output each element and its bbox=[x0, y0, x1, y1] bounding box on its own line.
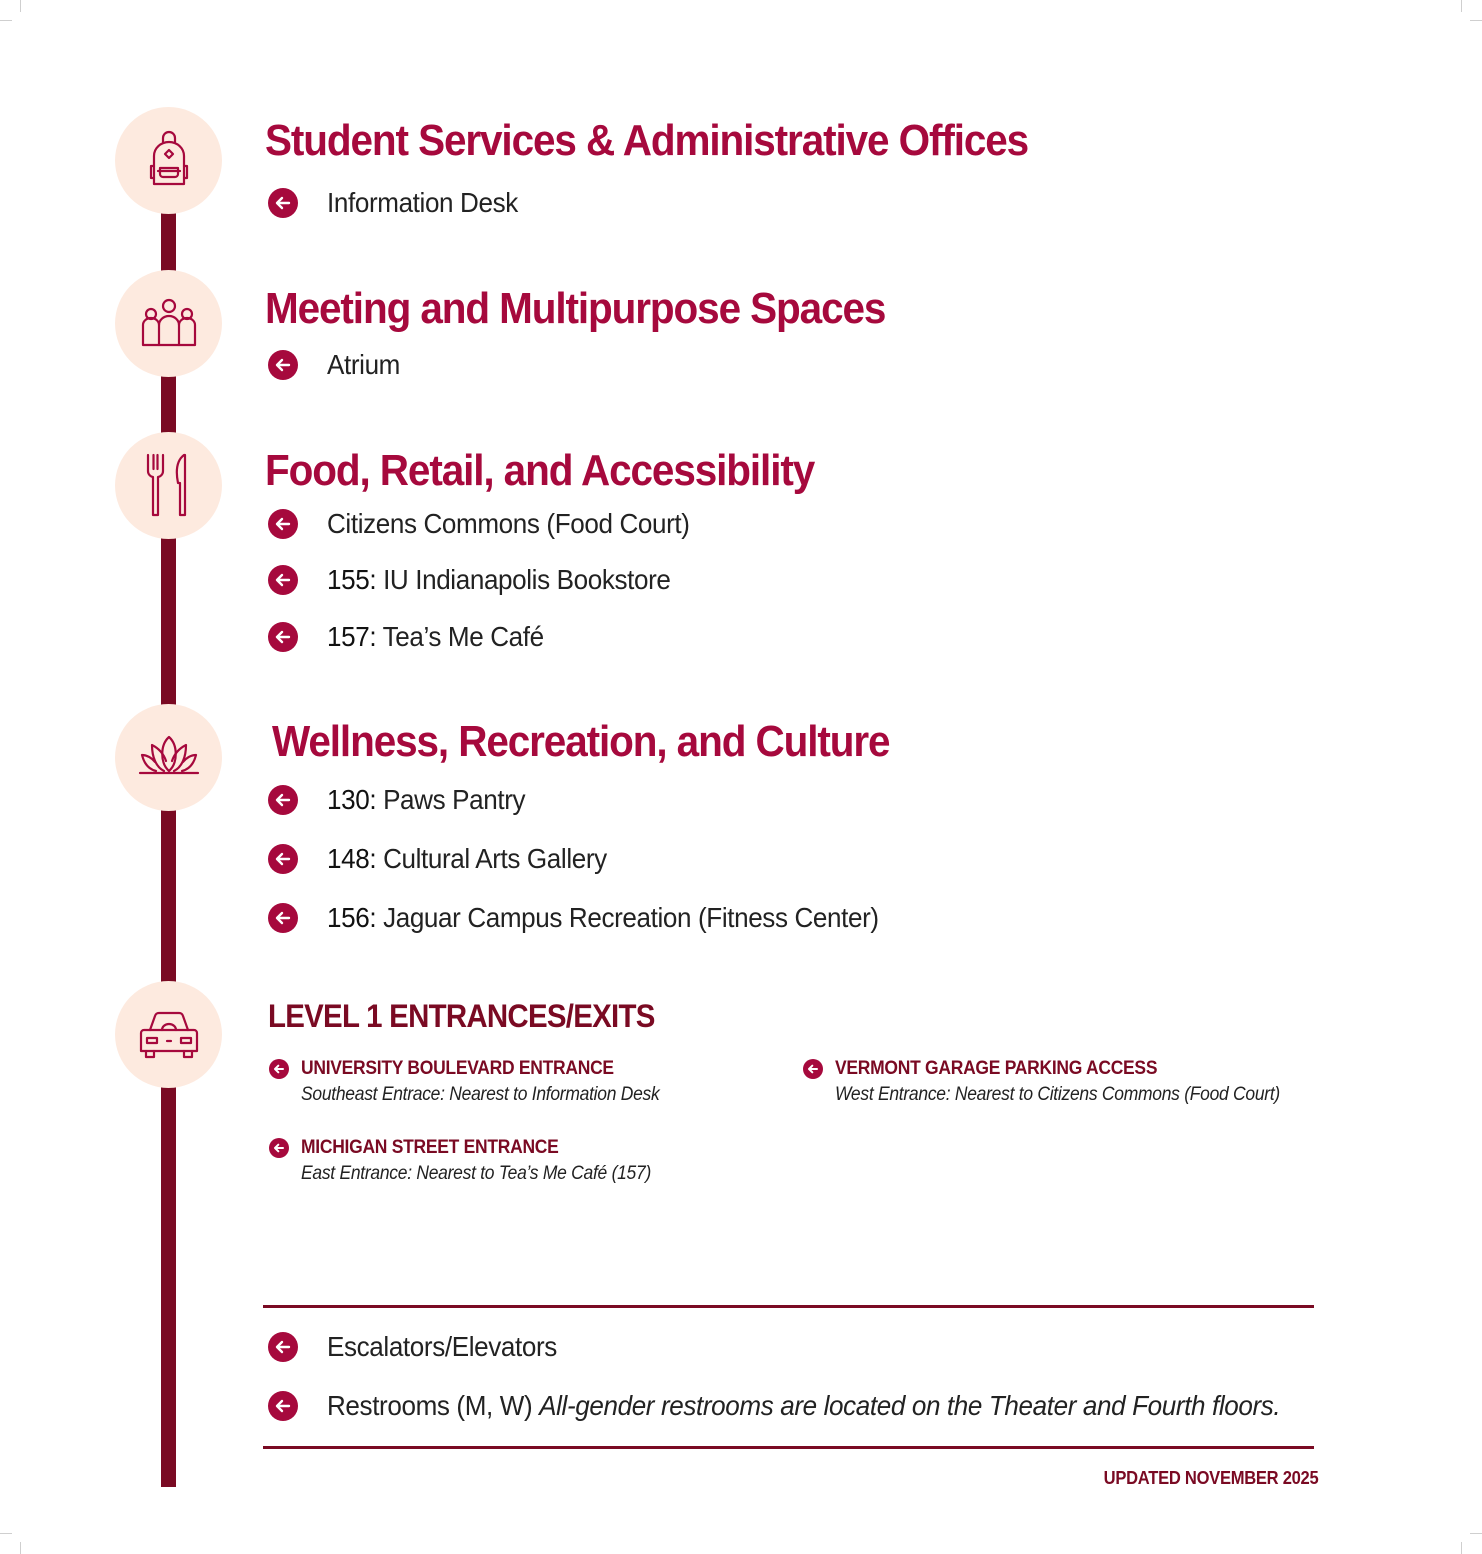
list-item bbox=[268, 902, 920, 934]
backpack-icon bbox=[115, 107, 222, 214]
crop-mark bbox=[1461, 0, 1462, 12]
item-name: IU Indianapolis Bookstore bbox=[376, 564, 671, 595]
entrance-item bbox=[269, 1058, 691, 1106]
item-number: 157: bbox=[327, 621, 377, 652]
item-label bbox=[327, 508, 690, 540]
item-name: Cultural Arts Gallery bbox=[376, 843, 607, 874]
arrow-left-icon bbox=[268, 509, 298, 539]
divider bbox=[263, 1446, 1314, 1449]
amenity-label bbox=[327, 1331, 557, 1363]
crop-mark bbox=[0, 1533, 12, 1534]
amenity-name: Escalators/Elevators bbox=[327, 1331, 557, 1362]
section-title-food-retail: Food, Retail, and Accessibility bbox=[265, 446, 815, 495]
entrance-item bbox=[803, 1058, 1319, 1106]
list-item bbox=[268, 187, 532, 219]
arrow-left-icon bbox=[268, 785, 298, 815]
arrow-left-icon bbox=[269, 1138, 289, 1158]
car-icon bbox=[115, 981, 222, 1088]
list-item bbox=[268, 564, 696, 596]
item-label bbox=[327, 902, 879, 934]
amenity-name: Restrooms (M, W) bbox=[327, 1390, 540, 1421]
item-label bbox=[327, 621, 544, 653]
arrow-left-icon bbox=[268, 622, 298, 652]
item-label bbox=[327, 784, 525, 816]
crop-mark bbox=[1470, 1533, 1482, 1534]
amenity-item bbox=[268, 1390, 1352, 1422]
arrow-left-icon bbox=[268, 1332, 298, 1362]
section-title-meeting-spaces: Meeting and Multipurpose Spaces bbox=[265, 284, 886, 333]
fork-knife-icon bbox=[115, 432, 222, 539]
item-label bbox=[327, 349, 400, 381]
list-item bbox=[268, 621, 560, 653]
arrow-left-icon bbox=[268, 565, 298, 595]
crop-mark bbox=[1461, 1542, 1462, 1554]
entrance-name: UNIVERSITY BOULEVARD ENTRANCE bbox=[301, 1058, 614, 1079]
arrow-left-icon bbox=[268, 1391, 298, 1421]
arrow-left-icon bbox=[268, 188, 298, 218]
item-number: 130: bbox=[327, 784, 377, 815]
entrance-name: VERMONT GARAGE PARKING ACCESS bbox=[835, 1058, 1158, 1079]
list-item bbox=[268, 784, 540, 816]
item-name: Paws Pantry bbox=[376, 784, 526, 815]
crop-mark bbox=[20, 0, 21, 12]
item-number: 155: bbox=[327, 564, 377, 595]
people-icon bbox=[115, 270, 222, 377]
crop-mark bbox=[20, 1542, 21, 1554]
list-item bbox=[268, 508, 717, 540]
arrow-left-icon bbox=[268, 350, 298, 380]
item-label bbox=[327, 564, 671, 596]
item-name: Atrium bbox=[327, 349, 401, 380]
item-label bbox=[327, 843, 607, 875]
entrance-description: East Entrance: Nearest to Tea’s Me Café (157) bbox=[301, 1163, 652, 1184]
arrow-left-icon bbox=[803, 1059, 823, 1079]
crop-mark bbox=[1470, 20, 1482, 21]
list-item bbox=[268, 349, 406, 381]
entrances-title: LEVEL 1 ENTRANCES/EXITS bbox=[268, 998, 655, 1034]
section-title-wellness: Wellness, Recreation, and Culture bbox=[272, 717, 890, 766]
updated-date: UPDATED NOVEMBER 2025 bbox=[1103, 1468, 1318, 1488]
crop-mark bbox=[0, 20, 12, 21]
section-title-student-services: Student Services & Administrative Offices bbox=[265, 116, 1029, 165]
item-name: Jaguar Campus Recreation (Fitness Center) bbox=[376, 902, 879, 933]
amenity-label bbox=[327, 1390, 1280, 1422]
amenity-note: All-gender restrooms are located on the Theater and Fourth floors. bbox=[539, 1390, 1281, 1421]
lotus-icon bbox=[115, 704, 222, 811]
item-number: 148: bbox=[327, 843, 377, 874]
arrow-left-icon bbox=[268, 844, 298, 874]
item-name: Tea’s Me Café bbox=[376, 621, 544, 652]
item-name: Information Desk bbox=[327, 187, 518, 218]
entrance-name: MICHIGAN STREET ENTRANCE bbox=[301, 1137, 559, 1158]
item-number: 156: bbox=[327, 902, 377, 933]
entrance-description: Southeast Entrace: Nearest to Information Desk bbox=[301, 1084, 660, 1105]
list-item bbox=[268, 843, 628, 875]
item-label bbox=[327, 187, 518, 219]
arrow-left-icon bbox=[269, 1059, 289, 1079]
amenity-item bbox=[268, 1331, 574, 1363]
divider bbox=[263, 1305, 1314, 1308]
arrow-left-icon bbox=[268, 903, 298, 933]
item-name: Citizens Commons (Food Court) bbox=[327, 508, 690, 539]
entrance-item bbox=[269, 1137, 681, 1185]
entrance-description: West Entrance: Nearest to Citizens Commons (Food Court) bbox=[835, 1084, 1280, 1105]
